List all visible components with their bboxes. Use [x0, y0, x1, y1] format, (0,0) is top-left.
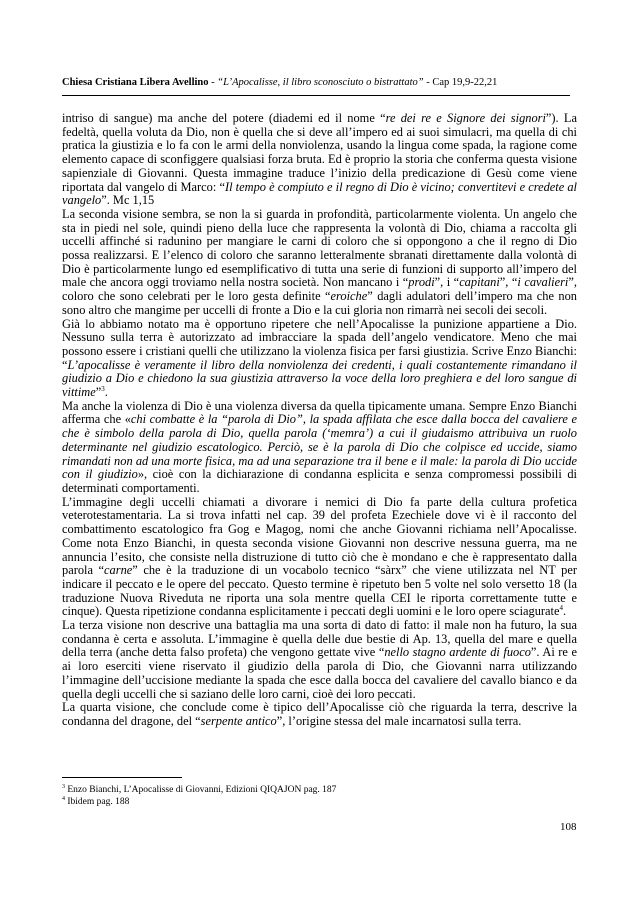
- text-run: ”). La fedeltà, quella voluta da Dio, non è quella che si deve all’impero ed ai suoi simulacri, ma quella di chi pratica la giustizia e lo fa con le armi della nonviolenza, usando la lingua come spada, la ragione come elemento capace di sconfiggere qualsiasi forza bruta. Ed è proprio la storia che conferma questa visione sapienziale di Giovanni. Questa immagine traduce l’inizio della predicazione di Gesù come viene riportata dal vangelo di Marco: “: [62, 111, 577, 194]
- italic-run: capitani: [459, 275, 500, 290]
- paragraph: [62, 400, 577, 496]
- text-run: La quarta visione, che conclude come è tipico dell’Apocalisse ciò che riguarda la terra, descrive la condanna del dragone, del “: [62, 700, 577, 728]
- footnote-text: Enzo Bianchi, L’Apocalisse di Giovanni, Edizioni QIQAJON pag. 187: [65, 785, 337, 795]
- text-run: Già lo abbiamo notato ma è opportuno ripetere che nell’Apocalisse la punizione appartiene a Dio. Nessuno sulla terra è autorizzato ad imbracciare la spada dell’angelo vendicatore. Meno che mai possono essere i cristiani quelli che utilizzano la violenza fisica per farsi giustizia. Scrive Enzo Bianchi: “: [62, 316, 577, 372]
- footnote-ref: 3: [101, 384, 105, 393]
- paragraph: [62, 208, 577, 318]
- footnote: [62, 796, 336, 808]
- footnote-separator: [62, 777, 182, 778]
- text-run: La seconda visione sembra, se non la si guarda in profondità, particolarmente violenta. Un angelo che sta in piedi nel sole, quindi pieno della luce che rappresenta la volontà di Dio, chiama a raccolta gli uccelli affinché si radunino per mangiare le carni di coloro che si oppongono a che il regno di Dio possa realizzarsi. E l’elenco di coloro che saranno letteralmente sbranati direttamente dalla volontà di Dio è particolarmente lungo ed esemplificativo di tutta una serie di funzioni di supporto all’impero del male che ancora oggi troviamo nella nostra società. Non mancano i “: [62, 206, 577, 290]
- italic-run: eroiche: [330, 289, 368, 304]
- text-run: .: [563, 604, 567, 619]
- header-org: Chiesa Cristiana Libera Avellino: [62, 77, 209, 88]
- text-run: ”, “: [499, 275, 518, 290]
- header-title: “L’Apocalisse, il libro sconosciuto o bistrattato”: [217, 77, 424, 88]
- italic-run: nello stagno ardente di fuoco: [384, 645, 531, 660]
- page-number: 108: [560, 821, 577, 833]
- header-separator: -: [208, 77, 218, 88]
- text-run: ” dagli adulatori dell’impero ma che non sono altro che mangime per uccelli di fronte a Dio e la cui gloria non rimarrà nei secoli dei secoli.: [62, 289, 577, 317]
- italic-run: carne: [104, 563, 133, 578]
- italic-run: chi combatte è la “parola di Dio”, la spada affilata che esce dalla bocca del cavaliere e che è simbolo della parola di Dio, quella parola (‘memra’) a cui il giudaismo attribuiva un ruolo determinante nel giudizio escatologico. Perciò, se è la parola di Dio che colpisce ed uccide, siamo rimandati non ad una morte fisica, ma ad una separazione tra il bene e il male: la parola di Dio uccide con il giudizio: [62, 412, 577, 482]
- running-header: [62, 77, 582, 88]
- text-run: La terza visione non descrive una battaglia ma una sorta di dato di fatto: il male non ha futuro, la sua condanna è certa e assoluta. L’immagine è quella delle due bestie di Ap. 13, quella del mare e quella della terra (anche detta falso profeta) che vengono gettate vive “: [62, 618, 577, 660]
- footnote-number: 3: [62, 783, 65, 790]
- footnote-text: Ibidem pag. 188: [65, 797, 130, 807]
- italic-run: prodi: [408, 275, 435, 290]
- paragraph: [62, 701, 577, 728]
- paragraph: [62, 496, 577, 619]
- footnote-number: 4: [62, 795, 65, 802]
- italic-run: re dei re e Signore dei signori: [385, 111, 546, 125]
- italic-run: serpente antico: [200, 713, 277, 728]
- header-rule: [62, 95, 570, 96]
- text-run: ”: [95, 385, 102, 400]
- paragraph: [62, 318, 577, 400]
- text-run: ”, i “: [434, 275, 460, 290]
- italic-run: i cavalieri: [517, 275, 569, 290]
- text-run: ”. Mc 1,15: [101, 193, 155, 208]
- text-run: Ma anche la violenza di Dio è una violenza diversa da quella tipicamente umana. Sempre Enzo Bianchi afferma che «: [62, 398, 577, 427]
- italic-run: L’apocalisse è veramente il libro della nonviolenza dei credenti, i quali costantemente rimandano il giudizio a Dio e chiedono la sua giustizia attraverso la voce della loro preghiera e del loro sangue di vittime: [62, 357, 577, 400]
- paragraph: [62, 112, 577, 208]
- footnotes: [62, 784, 336, 808]
- text-run: .: [104, 385, 108, 400]
- italic-run: Il tempo è compiuto e il regno di Dio è vicino; convertitevi e credete al vangelo: [62, 179, 577, 208]
- text-run: ”, l’origine stessa del male incarnatosi sulla terra.: [276, 713, 522, 728]
- text-run: ” che è la traduzione di un vocabolo tecnico “sàrx” che viene utilizzata nel NT per indicare il peccato e le opere del peccato. Questo termine è ripetuto ben 5 volte nel solo versetto 18 (la traduzione Nuova Riveduta ne riporta una sola mentre quella CEI le riporta correttamente tutte e cinque). Questa ripetizione condanna esplicitamente i peccati degli uomini e le loro opere sciagurate: [62, 563, 577, 619]
- header-chapter: - Cap 19,9-22,21: [423, 77, 498, 88]
- footnote-ref: 4: [559, 604, 563, 613]
- text-run: ”. Ai re e ai loro eserciti viene riservato il giudizio della parola di Dio, che Giovanni narra utilizzando l’immagine dell’uccisione mediante la spada che esce dalla bocca del cavaliere del cavallo bianco e da quella degli uccelli che si saziano delle loro carni, cioè dei loro peccati.: [62, 645, 577, 701]
- paragraph: [62, 619, 577, 701]
- text-run: L’immagine degli uccelli chiamati a divorare i nemici di Dio fa parte della cultura profetica veterotestamentaria. La si trova infatti nel cap. 39 del profeta Ezechiele dove vi è il racconto del combattimento escatologico fra Gog e Magog, nomi che anche Giovanni richiama nell’Apocalisse. Come nota Enzo Bianchi, in questa seconda visione Giovanni non descrive nessuna guerra, ma ne annuncia l’esito, che consiste nella distruzione di tutto ciò che è mondano e che è rappresentato dalla parola “: [62, 494, 577, 578]
- text-run: intriso di sangue) ma anche del potere (diademi ed il nome “: [62, 111, 386, 125]
- footnote: [62, 784, 336, 796]
- text-run: ”, coloro che sono celebrati per le loro gesta definite “: [62, 275, 577, 304]
- body-text: [62, 112, 577, 729]
- text-run: », cioè con la dichiarazione di condanna esplicita e senza compromessi possibili di determinati comportamenti.: [62, 467, 578, 495]
